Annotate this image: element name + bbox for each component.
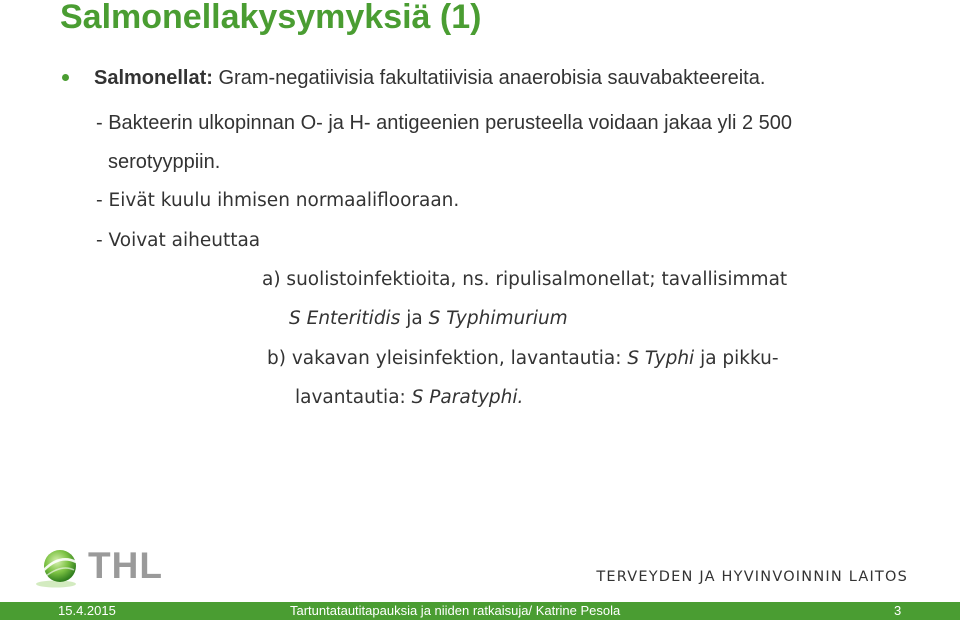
footer-title: Tartuntatautitapauksia ja niiden ratkaisuja/ Katrine Pesola [290, 603, 621, 618]
thl-logo-text: THL [88, 545, 163, 586]
item-b-text: b) vakavan yleisinfektion, lavantautia: [267, 348, 628, 369]
bullet-label: Salmonellat: [94, 67, 213, 89]
bullet-line [94, 66, 765, 90]
item-a-conjunction: ja [400, 308, 429, 329]
item-a: a) suolistoinfektioita, ns. ripulisalmonellat; tavallisimmat [262, 269, 788, 290]
bullet-dot [62, 74, 69, 81]
species-typhi: S Typhi [627, 348, 695, 369]
species-enteritidis: S Enteritidis [289, 308, 401, 329]
species-typhimurium: S Typhimurium [428, 308, 568, 329]
footer-page-number: 3 [894, 603, 902, 618]
item-b [267, 347, 779, 371]
slide-title: Salmonellakysymyksiä (1) [60, 0, 482, 36]
item-b2-text: lavantautia: [295, 387, 412, 408]
item-a-species [289, 307, 568, 331]
footer-date: 15.4.2015 [58, 603, 116, 618]
item-b-suffix: ja pikku- [694, 348, 779, 369]
body-line-2: serotyyppiin. [108, 151, 221, 173]
species-paratyphi: S Paratyphi. [411, 387, 524, 408]
item-b-cont [295, 386, 523, 410]
bullet-text: Gram-negatiivisia fakultatiivisia anaerobisia sauvabakteereita. [212, 67, 766, 89]
body-line-1: - Bakteerin ulkopinnan O- ja H- antigeenien perusteella voidaan jakaa yli 2 500 [96, 112, 792, 134]
body-line-3: - Eivät kuulu ihmisen normaaliflooraan. [96, 190, 460, 211]
footer-bar [0, 602, 960, 620]
body-line-4: - Voivat aiheuttaa [96, 230, 261, 251]
institute-name: TERVEYDEN JA HYVINVOINNIN LAITOS [596, 569, 908, 585]
